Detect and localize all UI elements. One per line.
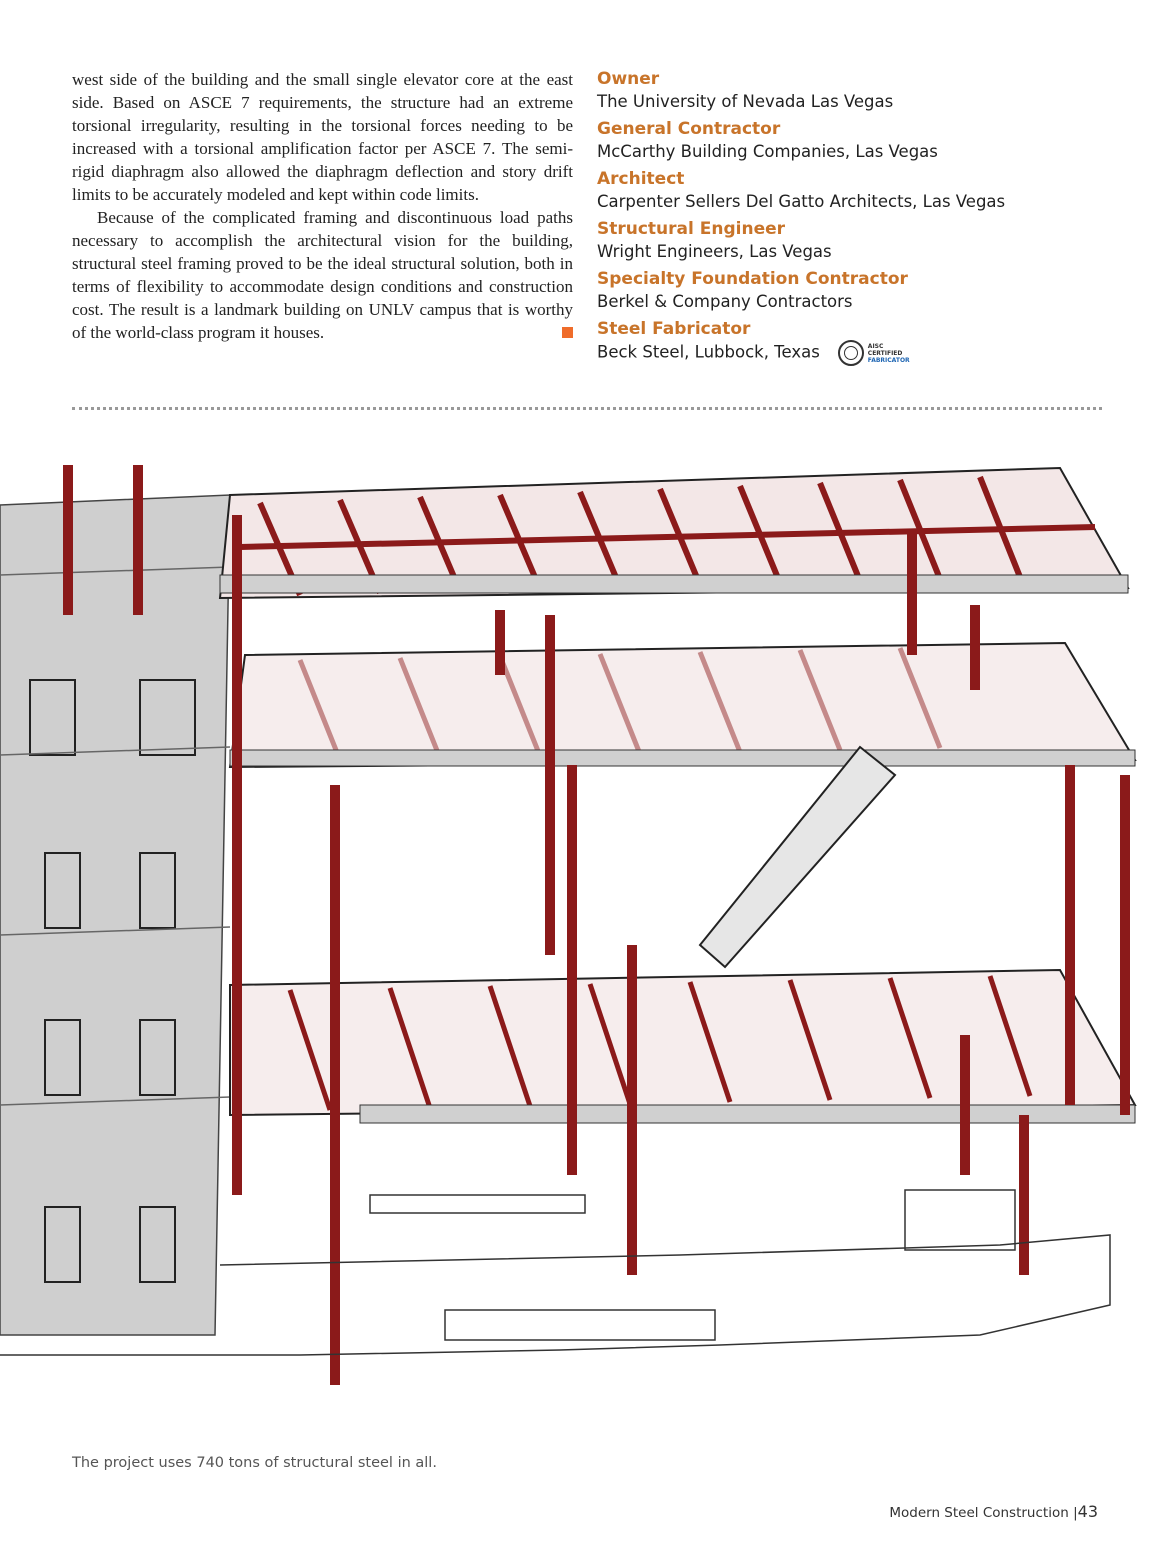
middle-floor-frame	[230, 970, 1135, 1123]
credit-name	[597, 340, 1117, 366]
credit-name: The University of Nevada Las Vegas	[597, 92, 894, 111]
credit-name: Berkel & Company Contractors	[597, 292, 853, 311]
article-paragraph-text: Because of the complicated framing and discontinuous load paths necessary to accomplish the architectural vision for the building, structural steel framing proved to be the ideal structural solution, both in terms of flexibility to accommodate design conditions and construction cost. The result is a landmark building on UNLV campus that is worthy of the world-class program it houses.	[72, 208, 573, 342]
aisc-seal-icon	[838, 340, 864, 366]
credit-steel-fabricator	[597, 318, 1117, 366]
badge-line: CERTIFIED	[867, 349, 903, 357]
roof-frame	[220, 468, 1128, 598]
figure-caption: The project uses 740 tons of structural steel in all.	[72, 1455, 437, 1471]
page-footer	[889, 1502, 1098, 1521]
article-body	[72, 68, 573, 344]
credit-name: Wright Engineers, Las Vegas	[597, 242, 832, 261]
project-credits	[597, 68, 1117, 370]
credit-architect	[597, 168, 1117, 214]
credit-owner	[597, 68, 1117, 114]
credit-name: McCarthy Building Companies, Las Vegas	[597, 142, 938, 161]
aisc-certified-badge	[838, 340, 910, 366]
page-number: 43	[1077, 1502, 1098, 1521]
building-facade	[0, 495, 230, 1335]
credit-role: Specialty Foundation Contractor	[597, 269, 908, 289]
structural-model-illustration	[0, 455, 1170, 1395]
credit-role: Architect	[597, 169, 685, 189]
article-paragraph	[72, 206, 573, 344]
dotted-divider	[72, 407, 1102, 410]
credit-role: Steel Fabricator	[597, 319, 751, 339]
aisc-badge-text	[868, 343, 910, 364]
credit-role: Owner	[597, 69, 660, 89]
upper-floor-frame	[230, 643, 1135, 767]
fabricator-name: Beck Steel, Lubbock, Texas	[597, 342, 820, 362]
credit-role: Structural Engineer	[597, 219, 786, 239]
end-of-article-mark	[562, 327, 573, 338]
badge-line: FABRICATOR	[867, 356, 910, 364]
badge-line: AISC	[867, 342, 884, 350]
credit-foundation-contractor	[597, 268, 1117, 314]
credit-name: Carpenter Sellers Del Gatto Architects, Las Vegas	[597, 192, 1006, 211]
article-paragraph: west side of the building and the small single elevator core at the east side. Based on ASCE 7 requirements, the structure had an extreme torsional irregularity, resulting in the torsional forces needing to be increased with a torsional amplification factor per ASCE 7. The semi-rigid diaphragm also allowed the diaphragm deflection and story drift limits to be accurately modeled and kept within code limits.	[72, 70, 573, 204]
ramp-structure	[700, 747, 895, 967]
credit-general-contractor	[597, 118, 1117, 164]
footer-separator: |	[1073, 1505, 1078, 1521]
publication-name: Modern Steel Construction	[889, 1505, 1069, 1521]
credit-role: General Contractor	[597, 119, 781, 139]
credit-structural-engineer	[597, 218, 1117, 264]
